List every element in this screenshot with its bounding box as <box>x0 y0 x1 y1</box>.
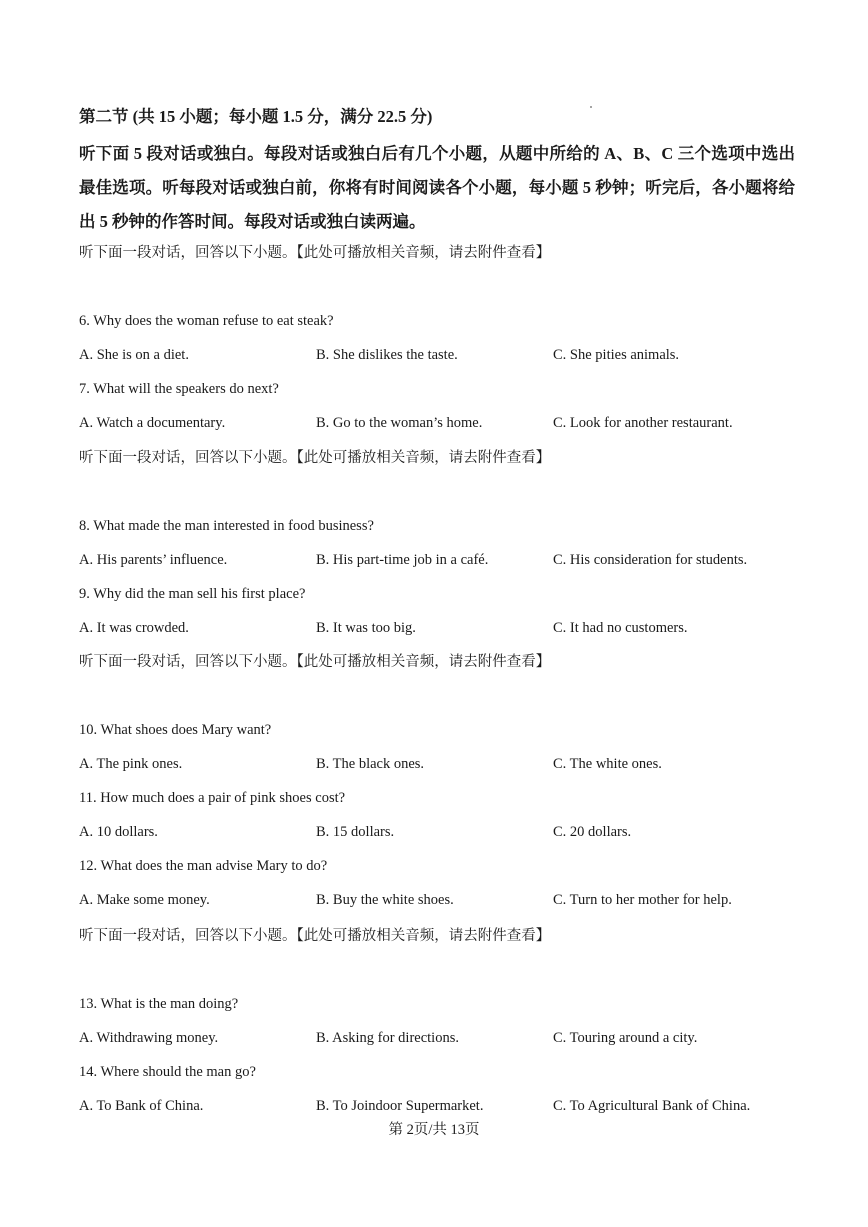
option-c[interactable]: C. Turn to her mother for help. <box>553 892 732 908</box>
section-instructions: 听下面 5 段对话或独白。每段对话或独白后有几个小题，从题中所给的 A、B、C 三个选项中选出最佳选项。听每段对话或独白前，你将有时间阅读各个小题，每小题 5 秒钟；听完后，各小题将给出 5 秒钟的作答时间。每段对话或独白读两遍。 <box>79 144 795 231</box>
option-c[interactable]: C. She pities animals. <box>553 347 680 363</box>
option-a[interactable]: A. The pink ones. <box>79 756 183 772</box>
question-13: 13. What is the man doing? <box>79 996 239 1012</box>
option-c[interactable]: C. His consideration for students. <box>553 552 748 568</box>
option-a[interactable]: A. 10 dollars. <box>79 824 158 840</box>
dialogue-section-1 <box>79 243 795 447</box>
page-number: 第 2页/共 13页 <box>388 1122 480 1138</box>
option-b[interactable]: B. Buy the white shoes. <box>316 892 454 908</box>
dialogue-section-3 <box>79 652 795 924</box>
option-b[interactable]: B. Asking for directions. <box>316 1030 459 1046</box>
option-b[interactable]: B. His part-time job in a café. <box>316 552 489 568</box>
question-11: 11. How much does a pair of pink shoes cost? <box>79 790 346 806</box>
options-10 <box>79 754 795 788</box>
option-b[interactable]: B. To Joindoor Supermarket. <box>316 1098 484 1114</box>
options-7 <box>79 413 795 447</box>
question-6: 6. Why does the woman refuse to eat steak? <box>79 313 334 329</box>
audio-note: 听下面一段对话，回答以下小题。【此处可播放相关音频，请去附件查看】 <box>79 450 551 466</box>
question-9: 9. Why did the man sell his first place? <box>79 586 306 602</box>
audio-note: 听下面一段对话，回答以下小题。【此处可播放相关音频，请去附件查看】 <box>79 245 551 261</box>
options-8 <box>79 550 795 584</box>
option-b[interactable]: B. Go to the woman’s home. <box>316 415 483 431</box>
dialogue-section-2 <box>79 448 795 652</box>
option-b[interactable]: B. It was too big. <box>316 620 416 636</box>
question-10: 10. What shoes does Mary want? <box>79 722 272 738</box>
option-a[interactable]: A. Withdrawing money. <box>79 1030 219 1046</box>
options-13 <box>79 1028 795 1062</box>
question-7: 7. What will the speakers do next? <box>79 381 279 397</box>
options-12 <box>79 890 795 924</box>
options-9 <box>79 618 795 652</box>
options-6 <box>79 345 795 379</box>
section-heading: 第二节 (共 15 小题；每小题 1.5 分，满分 22.5 分) <box>79 107 433 126</box>
option-c[interactable]: C. It had no customers. <box>553 620 688 636</box>
option-b[interactable]: B. 15 dollars. <box>316 824 395 840</box>
option-a[interactable]: A. To Bank of China. <box>79 1098 204 1114</box>
option-b[interactable]: B. She dislikes the taste. <box>316 347 458 363</box>
question-8: 8. What made the man interested in food business? <box>79 518 374 534</box>
option-c[interactable]: C. To Agricultural Bank of China. <box>553 1098 751 1114</box>
option-a[interactable]: A. She is on a diet. <box>79 347 189 363</box>
option-a[interactable]: A. Watch a documentary. <box>79 415 226 431</box>
option-a[interactable]: A. Make some money. <box>79 892 210 908</box>
option-c[interactable]: C. Touring around a city. <box>553 1030 698 1046</box>
option-a[interactable]: A. It was crowded. <box>79 620 189 636</box>
question-14: 14. Where should the man go? <box>79 1064 256 1080</box>
option-c[interactable]: C. The white ones. <box>553 756 662 772</box>
audio-note: 听下面一段对话，回答以下小题。【此处可播放相关音频，请去附件查看】 <box>79 928 551 944</box>
option-b[interactable]: B. The black ones. <box>316 756 425 772</box>
dialogue-section-4 <box>79 926 795 1130</box>
speck <box>590 106 592 108</box>
option-c[interactable]: C. 20 dollars. <box>553 824 632 840</box>
option-c[interactable]: C. Look for another restaurant. <box>553 415 733 431</box>
options-11 <box>79 822 795 856</box>
audio-note: 听下面一段对话，回答以下小题。【此处可播放相关音频，请去附件查看】 <box>79 654 551 670</box>
question-12: 12. What does the man advise Mary to do? <box>79 858 328 874</box>
option-a[interactable]: A. His parents’ influence. <box>79 552 228 568</box>
